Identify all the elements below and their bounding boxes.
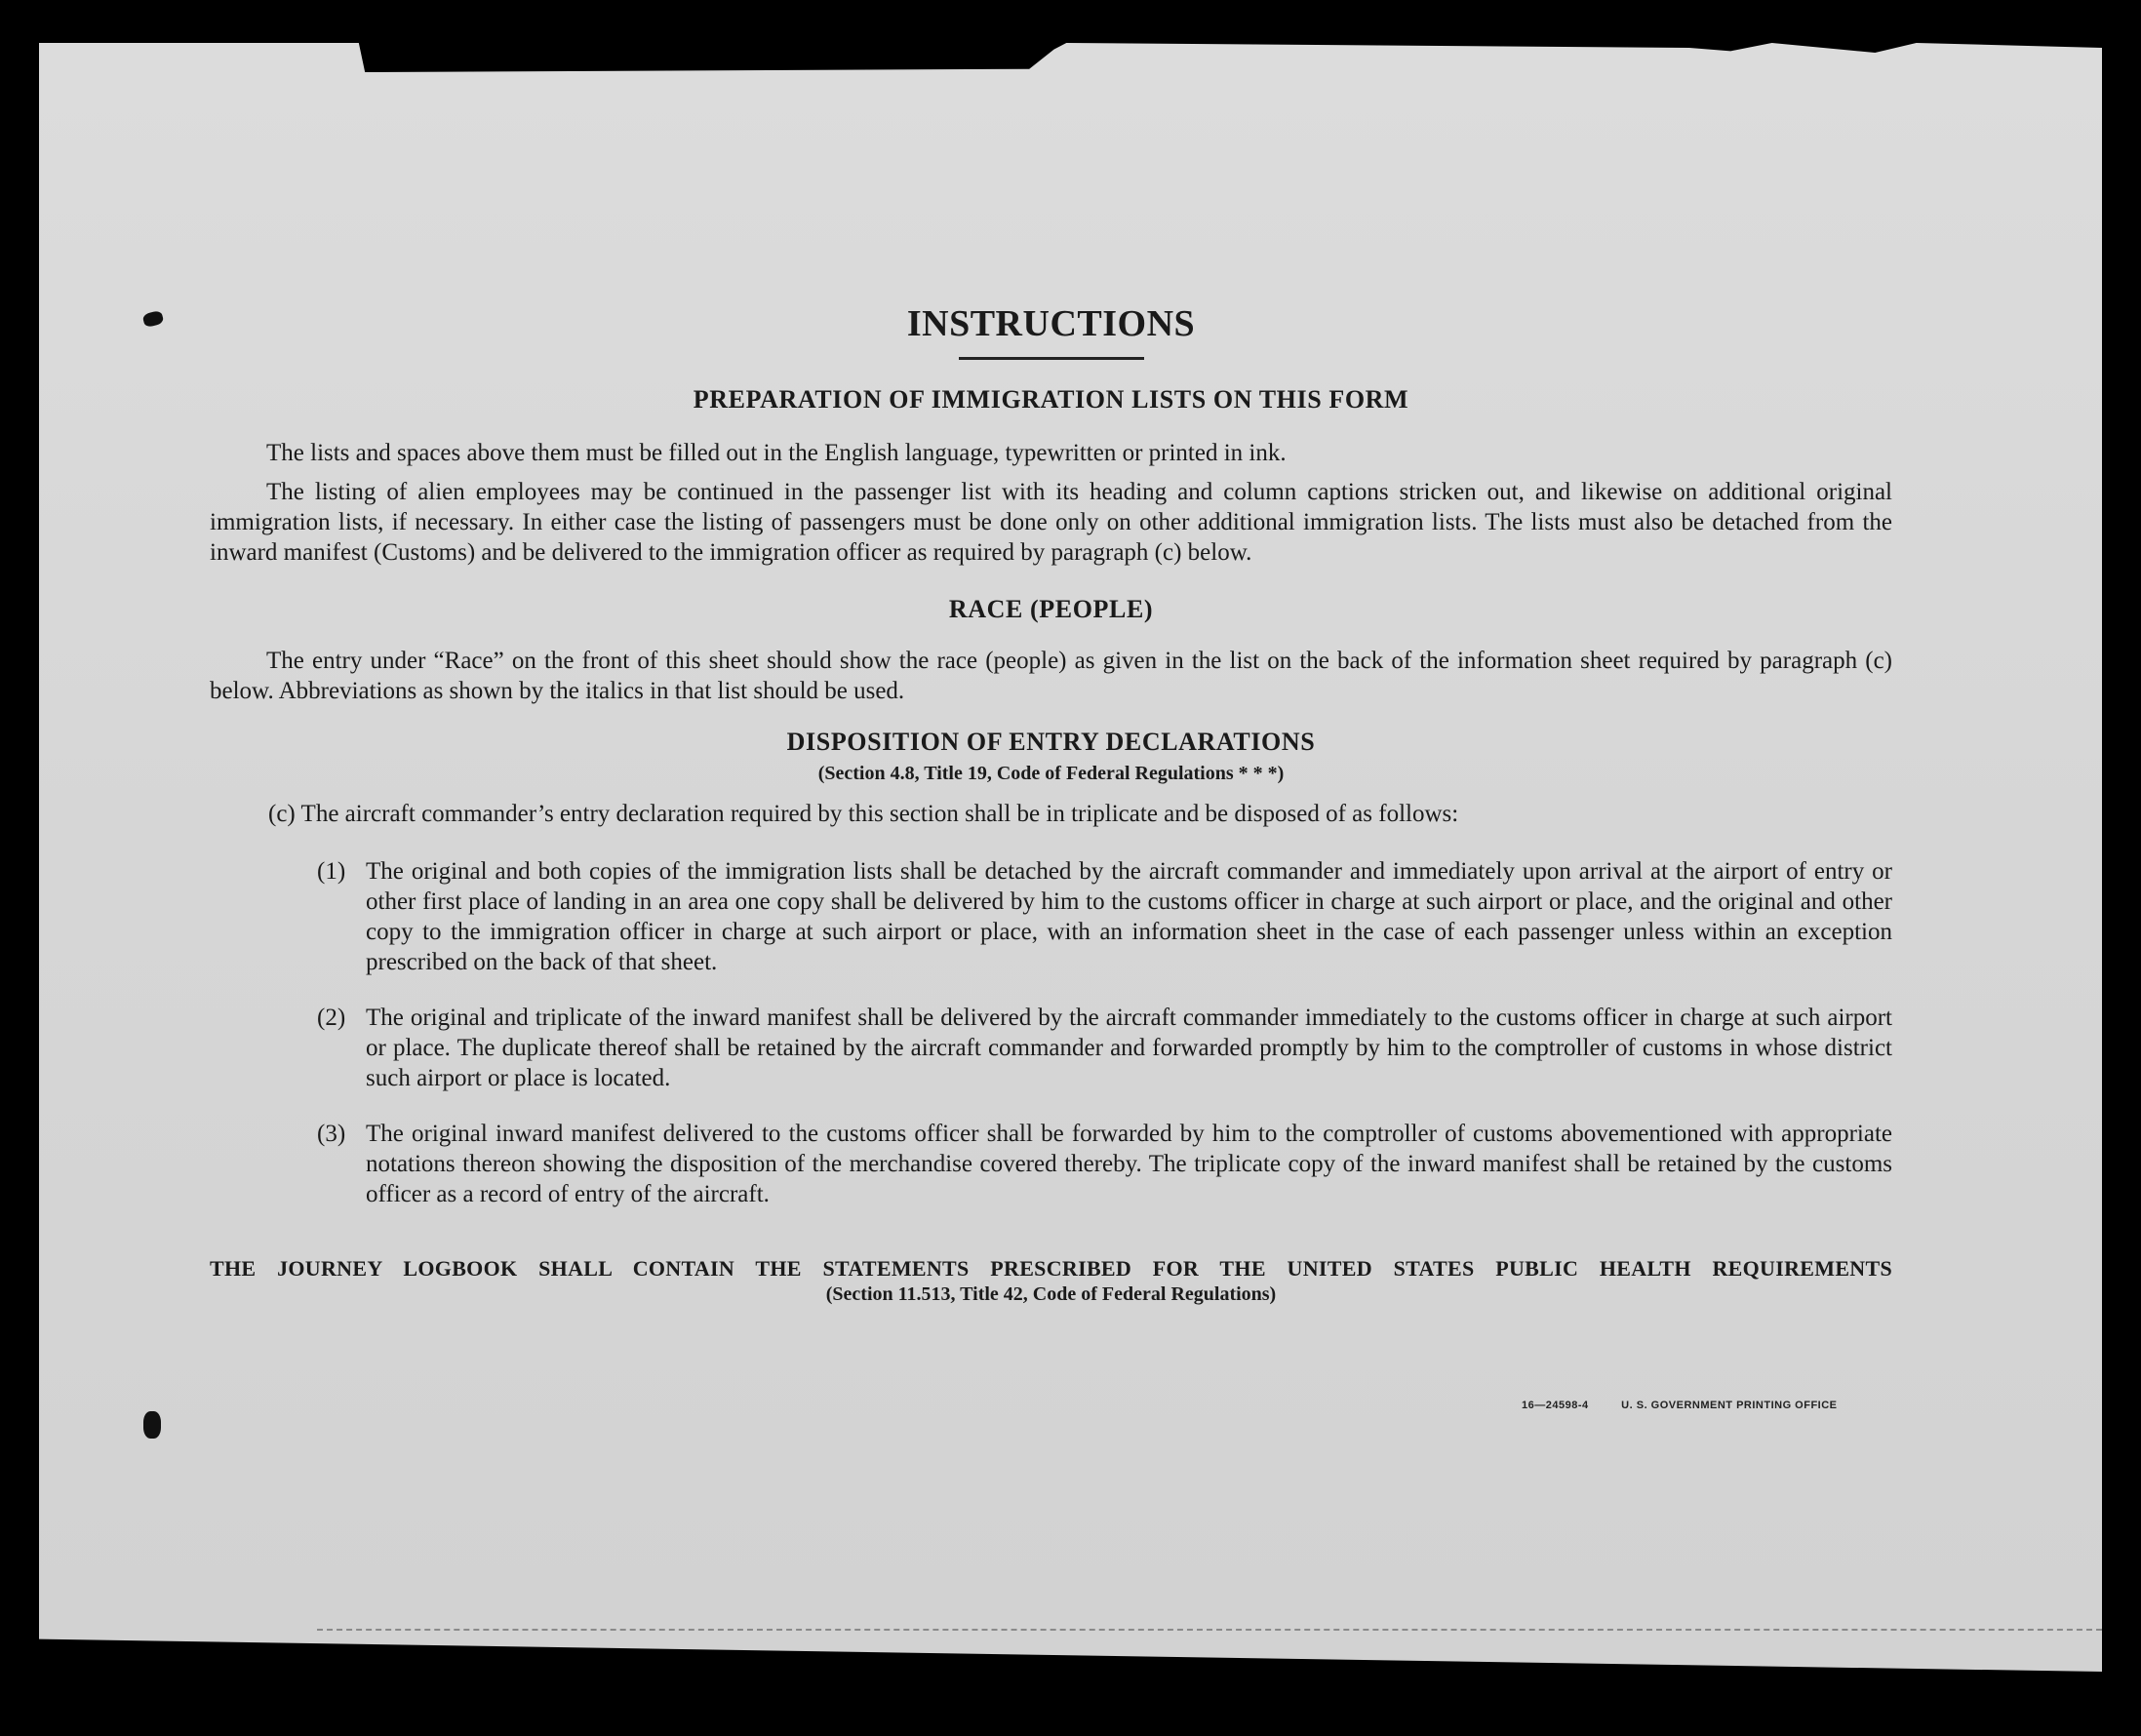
list-item-text: The original and both copies of the immigration lists shall be detached by the aircraft commander and immediately upon arrival at the airport of entry or other first place of landing in an area one copy shall be delivered by him to the customs officer in charge at such airport or place, and the original and other copy to the immigration officer in charge at such airport or place, with an information sheet in the case of each passenger unless within an exception prescribed on the back of that sheet.: [366, 858, 1892, 975]
punch-mark-bottom: [143, 1411, 161, 1439]
footer-statement: THE JOURNEY LOGBOOK SHALL CONTAIN THE STATEMENTS PRESCRIBED FOR THE UNITED STATES PUBLIC HEALTH REQUIREMENTS: [210, 1256, 1892, 1281]
footer-citation: (Section 11.513, Title 42, Code of Federal Regulations): [825, 1283, 1277, 1305]
list-item: [317, 856, 1892, 977]
printer-imprint: [1522, 1400, 1867, 1411]
list-item-number: (2): [317, 1005, 346, 1031]
section-heading-race: RACE (PEOPLE): [948, 595, 1154, 623]
immigration-paragraph-2: The listing of alien employees may be continued in the passenger list with its heading and column captions stricken out, and likewise on additional original immigration lists, if necessary. In either case the listing of passengers must be done only on other additional immigration lists. The lists must also be detached from the inward manifest (Customs) and be delivered to the immigration officer as required by paragraph (c) below.: [210, 479, 1892, 566]
list-item-text: The original inward manifest delivered to the customs officer shall be forwarded by him to the comptroller of customs abovementioned with appropriate notations thereon showing the disposition of the merchandise covered thereby. The triplicate copy of the inward manifest shall be retained by the customs officer as a record of entry of the aircraft.: [366, 1121, 1892, 1207]
list-item-number: (1): [317, 858, 346, 885]
printer-code: 16—24598-4: [1522, 1400, 1589, 1411]
disposition-citation: (Section 4.8, Title 19, Code of Federal Regulations * * *): [817, 763, 1285, 784]
list-item: [317, 1119, 1892, 1209]
immigration-paragraph-1: The lists and spaces above them must be filled out in the English language, typewritten or printed in ink.: [266, 440, 1287, 466]
perforation-line: [317, 1629, 2102, 1631]
section-heading-immigration: PREPARATION OF IMMIGRATION LISTS ON THIS FORM: [693, 385, 1409, 414]
list-item-text: The original and triplicate of the inward manifest shall be delivered by the aircraft commander immediately to the customs officer in charge at such airport or place. The duplicate thereof shall be retained by the aircraft commander and forwarded promptly by him to the comptroller of customs in whose district such airport or place is located.: [366, 1005, 1892, 1091]
page-title: INSTRUCTIONS: [906, 303, 1196, 344]
disposition-intro: (c) The aircraft commander’s entry declaration required by this section shall be in triplicate and be disposed of as follows:: [268, 801, 1459, 827]
title-underline: [959, 357, 1144, 360]
list-item-number: (3): [317, 1121, 346, 1147]
instructions-document: [210, 293, 1892, 1306]
printer-office: U. S. GOVERNMENT PRINTING OFFICE: [1621, 1400, 1838, 1411]
race-paragraph: The entry under “Race” on the front of this sheet should show the race (people) as given in the list on the back of the information sheet required by paragraph (c) below. Abbreviations as shown by the italics in that list should be used.: [210, 648, 1892, 704]
list-item: [317, 1003, 1892, 1093]
section-heading-disposition: DISPOSITION OF ENTRY DECLARATIONS: [786, 728, 1316, 756]
